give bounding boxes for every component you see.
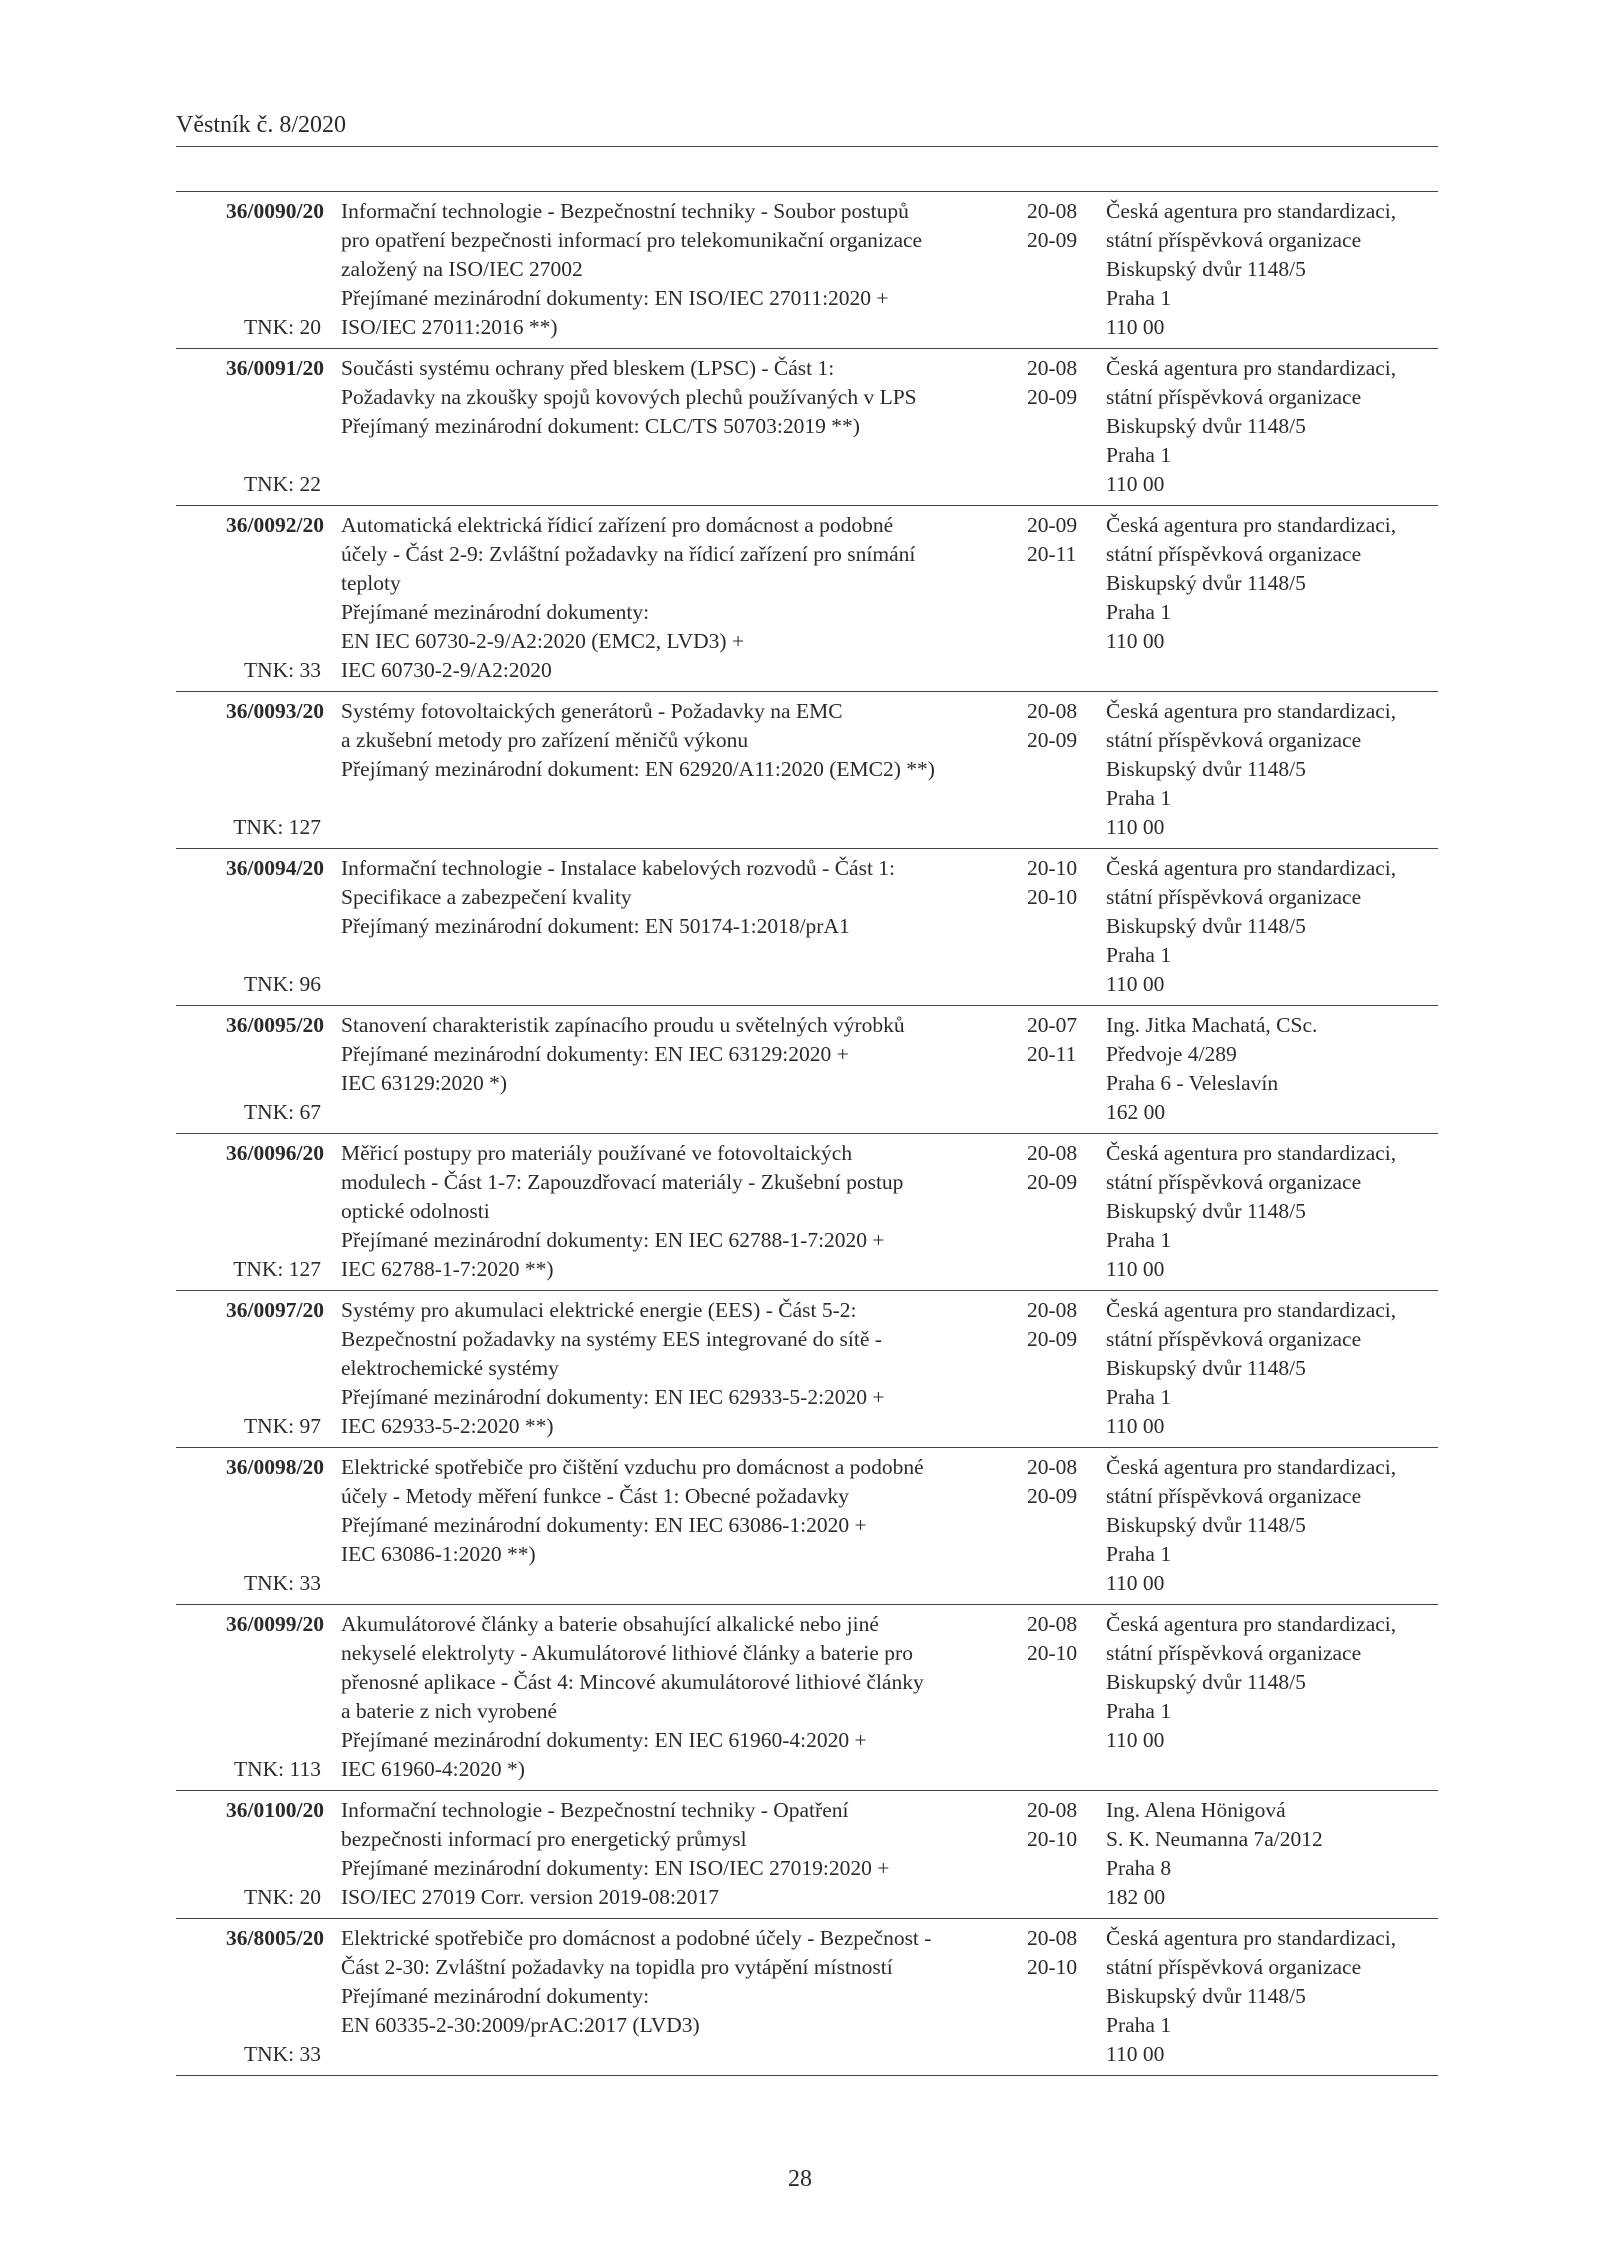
tnk-label: TNK: 113 — [234, 1757, 321, 1781]
date-value: 20-08 — [1027, 1798, 1078, 1822]
date-value: 20-09 — [1027, 1327, 1078, 1351]
contact-line: státní příspěvková organizace — [1106, 1955, 1362, 1979]
standard-id-cell — [176, 1139, 329, 1284]
standard-number: 36/0093/20 — [226, 699, 324, 723]
table-row — [176, 1605, 1438, 1791]
standard-id-cell — [176, 1924, 329, 2069]
contact-line: 110 00 — [1106, 1571, 1165, 1595]
title-line: účely - Část 2-9: Zvláštní požadavky na řídicí zařízení pro snímání — [341, 542, 916, 566]
title-line: teploty — [341, 571, 401, 595]
date-value: 20-10 — [1027, 1827, 1078, 1851]
dates-cell — [1013, 1011, 1101, 1127]
date-value: 20-11 — [1027, 1042, 1077, 1066]
contact-cell — [1101, 197, 1438, 342]
table-row — [176, 849, 1438, 1006]
contact-line: státní příspěvková organizace — [1106, 728, 1362, 752]
contact-cell — [1101, 854, 1438, 999]
contact-line: státní příspěvková organizace — [1106, 1327, 1362, 1351]
contact-line: státní příspěvková organizace — [1106, 228, 1362, 252]
standard-number: 36/0097/20 — [226, 1298, 324, 1322]
contact-cell — [1101, 697, 1438, 842]
title-line: Přejímaný mezinárodní dokument: CLC/TS 50703:2019 **) — [341, 414, 860, 438]
date-value: 20-08 — [1027, 1141, 1078, 1165]
contact-line: Biskupský dvůr 1148/5 — [1106, 1670, 1306, 1694]
contact-line: Praha 8 — [1106, 1856, 1172, 1880]
contact-line: Česká agentura pro standardizaci, — [1106, 199, 1397, 223]
contact-line: Praha 1 — [1106, 943, 1172, 967]
contact-line: 110 00 — [1106, 315, 1165, 339]
contact-cell — [1101, 1796, 1438, 1912]
table-row — [176, 506, 1438, 692]
standard-number: 36/0099/20 — [226, 1612, 324, 1636]
dates-cell — [1013, 1453, 1101, 1598]
dates-cell — [1013, 854, 1101, 999]
contact-line: Ing. Alena Hönigová — [1106, 1798, 1286, 1822]
title-line: Měřicí postupy pro materiály používané ve fotovoltaických — [341, 1141, 853, 1165]
contact-line: Biskupský dvůr 1148/5 — [1106, 1984, 1306, 2008]
date-value: 20-09 — [1027, 513, 1078, 537]
title-line: IEC 62933-5-2:2020 **) — [341, 1414, 554, 1438]
dates-cell — [1013, 1296, 1101, 1441]
contact-line: 110 00 — [1106, 1257, 1165, 1281]
contact-line: 110 00 — [1106, 972, 1165, 996]
contact-line: Praha 1 — [1106, 600, 1172, 624]
title-line: Přejímané mezinárodní dokumenty: EN IEC 61960-4:2020 + — [341, 1728, 867, 1752]
title-line: Informační technologie - Bezpečnostní techniky - Opatření — [341, 1798, 849, 1822]
contact-line: Biskupský dvůr 1148/5 — [1106, 414, 1306, 438]
title-line: IEC 62788-1-7:2020 **) — [341, 1257, 554, 1281]
date-value: 20-09 — [1027, 728, 1078, 752]
date-value: 20-09 — [1027, 385, 1078, 409]
title-line: Přejímané mezinárodní dokumenty: EN IEC 62933-5-2:2020 + — [341, 1385, 885, 1409]
title-line: ISO/IEC 27011:2016 **) — [341, 315, 558, 339]
dates-cell — [1013, 197, 1101, 342]
tnk-label: TNK: 127 — [233, 815, 321, 839]
dates-cell — [1013, 1796, 1101, 1912]
contact-cell — [1101, 1011, 1438, 1127]
date-value: 20-10 — [1027, 856, 1078, 880]
table-row — [176, 1791, 1438, 1919]
title-line: Elektrické spotřebiče pro čištění vzduchu pro domácnost a podobné — [341, 1455, 924, 1479]
standard-number: 36/0090/20 — [226, 199, 324, 223]
date-value: 20-07 — [1027, 1013, 1078, 1037]
title-line: Přejímaný mezinárodní dokument: EN 50174-1:2018/prA1 — [341, 914, 850, 938]
contact-line: 110 00 — [1106, 1414, 1165, 1438]
date-value: 20-10 — [1027, 1641, 1078, 1665]
title-line: Požadavky na zkoušky spojů kovových plechů používaných v LPS — [341, 385, 917, 409]
standard-id-cell — [176, 697, 329, 842]
date-value: 20-08 — [1027, 1298, 1078, 1322]
contact-line: 110 00 — [1106, 815, 1165, 839]
contact-line: Praha 1 — [1106, 1228, 1172, 1252]
tnk-label: TNK: 33 — [243, 2042, 321, 2066]
standard-number: 36/0091/20 — [226, 356, 324, 380]
contact-line: Biskupský dvůr 1148/5 — [1106, 757, 1306, 781]
table-row — [176, 692, 1438, 849]
contact-line: Praha 6 - Veleslavín — [1106, 1071, 1279, 1095]
contact-cell — [1101, 1296, 1438, 1441]
title-line: Systémy fotovoltaických generátorů - Požadavky na EMC — [341, 699, 843, 723]
date-value: 20-08 — [1027, 1455, 1078, 1479]
table-row — [176, 192, 1438, 349]
contact-line: 110 00 — [1106, 472, 1165, 496]
standard-title-cell — [329, 354, 1013, 499]
title-line: IEC 63086-1:2020 **) — [341, 1542, 536, 1566]
contact-line: 110 00 — [1106, 629, 1165, 653]
title-line: EN IEC 60730-2-9/A2:2020 (EMC2, LVD3) + — [341, 629, 745, 653]
title-line: přenosné aplikace - Část 4: Mincové akumulátorové lithiové články — [341, 1670, 924, 1694]
contact-line: Česká agentura pro standardizaci, — [1106, 856, 1397, 880]
journal-title: Věstník č. 8/2020 — [176, 112, 346, 138]
title-line: Akumulátorové články a baterie obsahující alkalické nebo jiné — [341, 1612, 879, 1636]
title-line: nekyselé elektrolyty - Akumulátorové lithiové články a baterie pro — [341, 1641, 913, 1665]
standard-number: 36/0098/20 — [226, 1455, 324, 1479]
table-row — [176, 1919, 1438, 2076]
title-line: pro opatření bezpečnosti informací pro telekomunikační organizace — [341, 228, 923, 252]
journal-header — [176, 110, 1438, 147]
title-line: IEC 63129:2020 *) — [341, 1071, 508, 1095]
table-row — [176, 1006, 1438, 1134]
contact-line: Česká agentura pro standardizaci, — [1106, 1926, 1397, 1950]
contact-line: Biskupský dvůr 1148/5 — [1106, 257, 1306, 281]
contact-line: státní příspěvková organizace — [1106, 1484, 1362, 1508]
standard-title-cell — [329, 197, 1013, 342]
contact-line: státní příspěvková organizace — [1106, 1170, 1362, 1194]
contact-line: 182 00 — [1106, 1885, 1166, 1909]
contact-cell — [1101, 1610, 1438, 1784]
contact-line: Praha 1 — [1106, 2013, 1172, 2037]
contact-line: 162 00 — [1106, 1100, 1166, 1124]
standard-number: 36/0094/20 — [226, 856, 324, 880]
contact-line: Praha 1 — [1106, 286, 1172, 310]
date-value: 20-10 — [1027, 1955, 1078, 1979]
date-value: 20-10 — [1027, 885, 1078, 909]
date-value: 20-08 — [1027, 356, 1078, 380]
contact-line: Česká agentura pro standardizaci, — [1106, 699, 1397, 723]
standard-title-cell — [329, 1453, 1013, 1598]
standard-title-cell — [329, 511, 1013, 685]
title-line: Přejímané mezinárodní dokumenty: — [341, 1984, 650, 2008]
contact-line: Biskupský dvůr 1148/5 — [1106, 914, 1306, 938]
standard-title-cell — [329, 1610, 1013, 1784]
contact-line: Praha 1 — [1106, 786, 1172, 810]
tnk-label: TNK: 22 — [243, 472, 321, 496]
title-line: Přejímané mezinárodní dokumenty: EN ISO/IEC 27019:2020 + — [341, 1856, 890, 1880]
contact-line: Praha 1 — [1106, 1385, 1172, 1409]
standard-title-cell — [329, 1011, 1013, 1127]
contact-line: státní příspěvková organizace — [1106, 885, 1362, 909]
contact-line: Ing. Jitka Machatá, CSc. — [1106, 1013, 1318, 1037]
standard-title-cell — [329, 1796, 1013, 1912]
date-value: 20-09 — [1027, 228, 1078, 252]
title-line: Přejímané mezinárodní dokumenty: EN IEC 63086-1:2020 + — [341, 1513, 867, 1537]
tnk-label: TNK: 96 — [243, 972, 321, 996]
contact-line: Česká agentura pro standardizaci, — [1106, 1298, 1397, 1322]
table-row — [176, 1291, 1438, 1448]
contact-line: 110 00 — [1106, 1728, 1165, 1752]
standard-number: 36/0092/20 — [226, 513, 324, 537]
tnk-label: TNK: 97 — [243, 1414, 321, 1438]
contact-line: Česká agentura pro standardizaci, — [1106, 513, 1397, 537]
contact-line: Praha 1 — [1106, 443, 1172, 467]
title-line: bezpečnosti informací pro energetický průmysl — [341, 1827, 747, 1851]
standard-id-cell — [176, 1610, 329, 1784]
standard-title-cell — [329, 1296, 1013, 1441]
standard-number: 36/0096/20 — [226, 1141, 324, 1165]
contact-line: státní příspěvková organizace — [1106, 542, 1362, 566]
date-value: 20-08 — [1027, 1926, 1078, 1950]
title-line: Automatická elektrická řídicí zařízení pro domácnost a podobné — [341, 513, 894, 537]
title-line: elektrochemické systémy — [341, 1356, 559, 1380]
standard-id-cell — [176, 511, 329, 685]
title-line: založený na ISO/IEC 27002 — [341, 257, 583, 281]
contact-line: Biskupský dvůr 1148/5 — [1106, 1513, 1306, 1537]
contact-cell — [1101, 511, 1438, 685]
date-value: 20-09 — [1027, 1170, 1078, 1194]
contact-cell — [1101, 1453, 1438, 1598]
title-line: modulech - Část 1-7: Zapouzdřovací materiály - Zkušební postup — [341, 1170, 904, 1194]
contact-line: státní příspěvková organizace — [1106, 1641, 1362, 1665]
title-line: Bezpečnostní požadavky na systémy EES integrované do sítě - — [341, 1327, 882, 1351]
date-value: 20-08 — [1027, 1612, 1078, 1636]
title-line: a zkušební metody pro zařízení měničů výkonu — [341, 728, 749, 752]
contact-cell — [1101, 1924, 1438, 2069]
standard-id-cell — [176, 197, 329, 342]
title-line: Přejímané mezinárodní dokumenty: — [341, 600, 650, 624]
title-line: Specifikace a zabezpečení kvality — [341, 885, 632, 909]
contact-line: Česká agentura pro standardizaci, — [1106, 1455, 1397, 1479]
title-line: Část 2-30: Zvláštní požadavky na topidla pro vytápění místností — [341, 1955, 893, 1979]
title-line: optické odolnosti — [341, 1199, 490, 1223]
contact-line: Česká agentura pro standardizaci, — [1106, 356, 1397, 380]
table-row — [176, 1134, 1438, 1291]
standard-id-cell — [176, 854, 329, 999]
dates-cell — [1013, 697, 1101, 842]
dates-cell — [1013, 1610, 1101, 1784]
tnk-label: TNK: 67 — [243, 1100, 321, 1124]
table-row — [176, 1448, 1438, 1605]
contact-line: Praha 1 — [1106, 1542, 1172, 1566]
standard-id-cell — [176, 354, 329, 499]
standard-number: 36/0095/20 — [226, 1013, 324, 1037]
contact-line: Praha 1 — [1106, 1699, 1172, 1723]
page-number: 28 — [788, 2166, 812, 2192]
title-line: EN 60335-2-30:2009/prAC:2017 (LVD3) — [341, 2013, 700, 2037]
title-line: Stanovení charakteristik zapínacího proudu u světelných výrobků — [341, 1013, 905, 1037]
standard-title-cell — [329, 854, 1013, 999]
title-line: ISO/IEC 27019 Corr. version 2019-08:2017 — [341, 1885, 720, 1909]
standards-table — [176, 191, 1438, 2076]
contact-line: Česká agentura pro standardizaci, — [1106, 1612, 1397, 1636]
contact-line: Česká agentura pro standardizaci, — [1106, 1141, 1397, 1165]
date-value: 20-08 — [1027, 699, 1078, 723]
tnk-label: TNK: 33 — [243, 1571, 321, 1595]
dates-cell — [1013, 1139, 1101, 1284]
tnk-label: TNK: 33 — [243, 658, 321, 682]
title-line: Elektrické spotřebiče pro domácnost a podobné účely - Bezpečnost - — [341, 1926, 932, 1950]
dates-cell — [1013, 1924, 1101, 2069]
standard-id-cell — [176, 1453, 329, 1598]
tnk-label: TNK: 20 — [243, 315, 321, 339]
title-line: Součásti systému ochrany před bleskem (LPSC) - Část 1: — [341, 356, 835, 380]
title-line: Přejímaný mezinárodní dokument: EN 62920/A11:2020 (EMC2) **) — [341, 757, 935, 781]
title-line: IEC 60730-2-9/A2:2020 — [341, 658, 552, 682]
contact-line: Biskupský dvůr 1148/5 — [1106, 1199, 1306, 1223]
title-line: účely - Metody měření funkce - Část 1: Obecné požadavky — [341, 1484, 850, 1508]
standard-title-cell — [329, 1924, 1013, 2069]
contact-line: Předvoje 4/289 — [1106, 1042, 1237, 1066]
standard-id-cell — [176, 1796, 329, 1912]
contact-cell — [1101, 354, 1438, 499]
standard-id-cell — [176, 1296, 329, 1441]
contact-line: 110 00 — [1106, 2042, 1165, 2066]
contact-line: S. K. Neumanna 7a/2012 — [1106, 1827, 1323, 1851]
title-line: Systémy pro akumulaci elektrické energie (EES) - Část 5-2: — [341, 1298, 857, 1322]
standard-title-cell — [329, 697, 1013, 842]
date-value: 20-11 — [1027, 542, 1077, 566]
contact-line: státní příspěvková organizace — [1106, 385, 1362, 409]
standard-number: 36/0100/20 — [226, 1798, 324, 1822]
title-line: Přejímané mezinárodní dokumenty: EN ISO/IEC 27011:2020 + — [341, 286, 889, 310]
date-value: 20-09 — [1027, 1484, 1078, 1508]
contact-cell — [1101, 1139, 1438, 1284]
standard-number: 36/8005/20 — [226, 1926, 324, 1950]
title-line: a baterie z nich vyrobené — [341, 1699, 558, 1723]
standard-title-cell — [329, 1139, 1013, 1284]
title-line: Přejímané mezinárodní dokumenty: EN IEC 62788-1-7:2020 + — [341, 1228, 885, 1252]
date-value: 20-08 — [1027, 199, 1078, 223]
tnk-label: TNK: 20 — [243, 1885, 321, 1909]
title-line: Informační technologie - Instalace kabelových rozvodů - Část 1: — [341, 856, 896, 880]
title-line: Informační technologie - Bezpečnostní techniky - Soubor postupů — [341, 199, 909, 223]
contact-line: Biskupský dvůr 1148/5 — [1106, 1356, 1306, 1380]
dates-cell — [1013, 511, 1101, 685]
title-line: Přejímané mezinárodní dokumenty: EN IEC 63129:2020 + — [341, 1042, 849, 1066]
dates-cell — [1013, 354, 1101, 499]
title-line: IEC 61960-4:2020 *) — [341, 1757, 525, 1781]
table-row — [176, 349, 1438, 506]
tnk-label: TNK: 127 — [233, 1257, 321, 1281]
contact-line: Biskupský dvůr 1148/5 — [1106, 571, 1306, 595]
standard-id-cell — [176, 1011, 329, 1127]
